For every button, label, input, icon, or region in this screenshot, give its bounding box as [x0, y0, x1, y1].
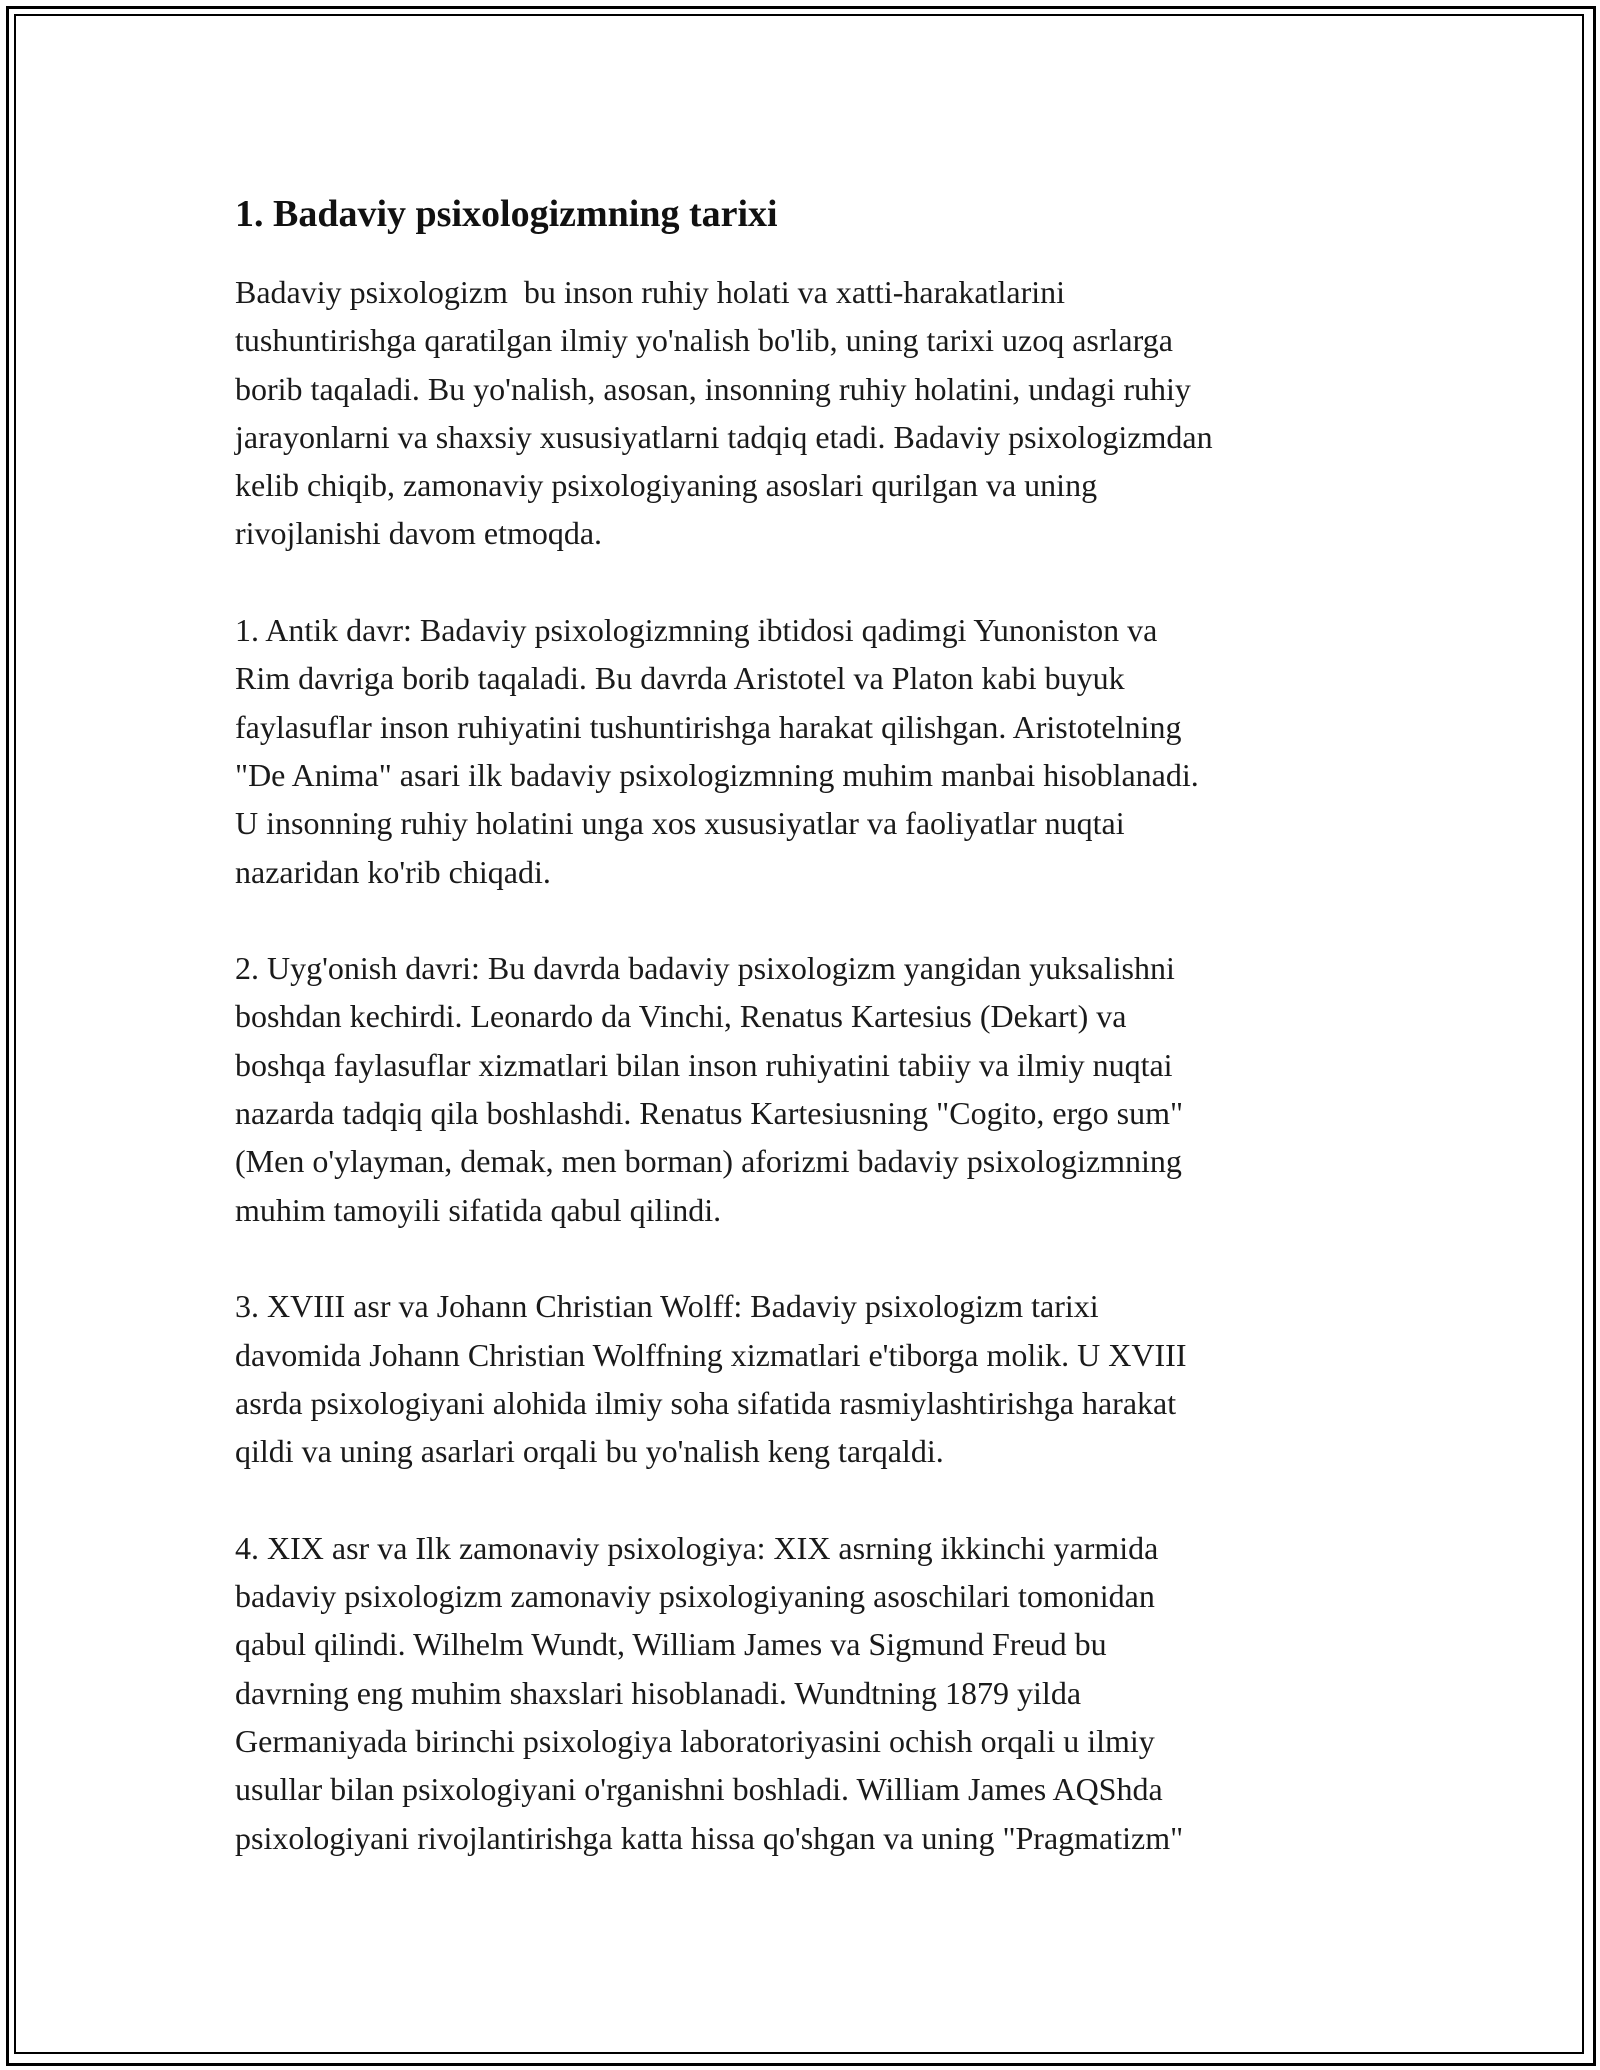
text-line: badaviy psixologizm zamonaviy psixologiyaning asoschilari tomonidan: [235, 1578, 1155, 1615]
text-line: qildi va uning asarlari orqali bu yo'nalish keng tarqaldi.: [235, 1433, 944, 1470]
text-line: psixologiyani rivojlantirishga katta hissa qo'shgan va uning "Pragmatizm": [235, 1819, 1184, 1856]
document-body: [235, 186, 1375, 1862]
text-line: Badaviy psixologizm bu inson ruhiy holati va xatti-harakatlarini: [235, 274, 1066, 310]
text-line: 1. Antik davr: Badaviy psixologizmning ibtidosi qadimgi Yunoniston va: [235, 612, 1158, 649]
text-line: boshqa faylasuflar xizmatlari bilan inson ruhiyatini tabiiy va ilmiy nuqtai: [235, 1046, 1173, 1083]
paragraph-xviii-asr: [235, 1282, 1375, 1475]
text-line: usullar bilan psixologiyani o'rganishni boshladi. William James AQShda: [235, 1771, 1163, 1808]
paragraph-antik-davr: [235, 606, 1375, 896]
text-line: U insonning ruhiy holatini unga xos xususiyatlar va faoliyatlar nuqtai: [235, 805, 1125, 842]
text-line: muhim tamoyili sifatida qabul qilindi.: [235, 1191, 722, 1228]
text-line: faylasuflar inson ruhiyatini tushuntirishga harakat qilishgan. Aristotelning: [235, 708, 1182, 745]
paragraph-intro: [235, 268, 1375, 558]
paragraph-xix-asr: [235, 1524, 1375, 1862]
text-line: nazarda tadqiq qila boshlashdi. Renatus Kartesiusning "Cogito, ergo sum": [235, 1095, 1184, 1132]
text-line: nazaridan ko'rib chiqadi.: [235, 853, 551, 890]
text-line: 4. XIX asr va Ilk zamonaviy psixologiya: XIX asrning ikkinchi yarmida: [235, 1529, 1159, 1566]
text-line: jarayonlarni va shaxsiy xususiyatlarni tadqiq etadi. Badaviy psixologizmdan: [235, 418, 1213, 455]
text-line: asrda psixologiyani alohida ilmiy soha sifatida rasmiylashtirishga harakat: [235, 1384, 1177, 1421]
text-line: borib taqaladi. Bu yo'nalish, asosan, insonning ruhiy holatini, undagi ruhiy: [235, 370, 1191, 407]
text-line: 3. XVIII asr va Johann Christian Wolff: Badaviy psixologizm tarixi: [235, 1288, 1099, 1325]
text-line: Germaniyada birinchi psixologiya laboratoriyasini ochish orqali u ilmiy: [235, 1722, 1155, 1759]
text-line: qabul qilindi. Wilhelm Wundt, William James va Sigmund Freud bu: [235, 1626, 1107, 1663]
text-line: davomida Johann Christian Wolffning xizmatlari e'tiborga molik. U XVIII: [235, 1336, 1187, 1373]
text-line: tushuntirishga qaratilgan ilmiy yo'nalish bo'lib, uning tarixi uzoq asrlarga: [235, 322, 1173, 359]
text-line: rivojlanishi davom etmoqda.: [235, 515, 603, 552]
text-line: kelib chiqib, zamonaviy psixologiyaning asoslari qurilgan va uning: [235, 467, 1098, 504]
text-line: Rim davriga borib taqaladi. Bu davrda Aristotel va Platon kabi buyuk: [235, 660, 1125, 697]
text-line: (Men o'ylayman, demak, men borman) aforizmi badaviy psixologizmning: [235, 1143, 1182, 1180]
paragraph-uygonish-davri: [235, 944, 1375, 1234]
text-line: "De Anima" asari ilk badaviy psixologizmning muhim manbai hisoblanadi.: [235, 756, 1199, 793]
text-line: 2. Uyg'onish davri: Bu davrda badaviy psixologizm yangidan yuksalishni: [235, 950, 1175, 987]
text-line: davrning eng muhim shaxslari hisoblanadi. Wundtning 1879 yilda: [235, 1674, 1082, 1711]
document-title: 1. Badaviy psixologizmning tarixi: [235, 193, 778, 235]
text-line: boshdan kechirdi. Leonardo da Vinchi, Renatus Kartesius (Dekart) va: [235, 998, 1127, 1035]
